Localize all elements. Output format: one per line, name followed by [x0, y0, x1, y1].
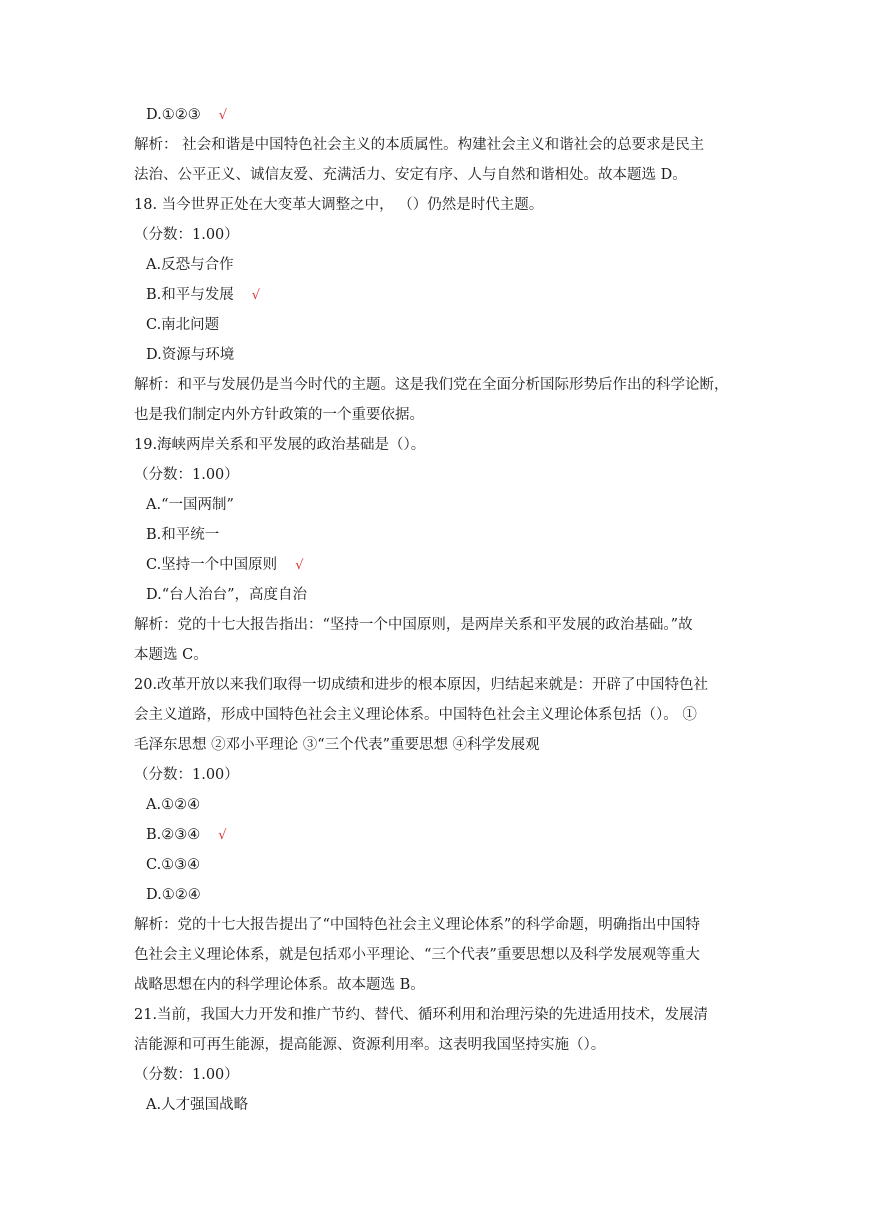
analysis-line: 战略思想在内的科学理论体系。故本题选 B。	[134, 977, 425, 993]
q21-score: （分数：1.00）	[134, 1067, 239, 1083]
analysis-line: 解析：和平与发展仍是当今时代的主题。这是我们党在全面分析国际形势后作出的科学论断，	[134, 377, 729, 393]
q18-question: 18. 当今世界正处在大变革大调整之中， （）仍然是时代主题。	[134, 197, 544, 213]
option-text: B.②③④	[146, 827, 201, 843]
correct-check-icon: √	[251, 288, 261, 303]
q18-score: （分数：1.00）	[134, 227, 239, 243]
question-line: 会主义道路，形成中国特色社会主义理论体系。中国特色社会主义理论体系包括（）。 ①	[134, 707, 697, 723]
q19-option-c	[134, 550, 738, 580]
question-line: 21.当前，我国大力开发和推广节约、替代、循环利用和治理污染的先进适用技术，发展清	[134, 1007, 709, 1023]
analysis-line: 解析：党的十七大报告指出：“坚持一个中国原则，是两岸关系和平发展的政治基础。”故	[134, 617, 693, 633]
q20-option-d: D.①②④	[146, 887, 201, 903]
q18-analysis	[134, 370, 738, 430]
q20-option-a: A.①②④	[146, 797, 201, 813]
document-page	[134, 100, 738, 1120]
q20-analysis	[134, 910, 738, 1000]
q18-option-b	[134, 280, 738, 310]
analysis-line: 法治、公平正义、诚信友爱、充满活力、安定有序、人与自然和谐相处。故本题选 D。	[134, 167, 687, 183]
q18-option-a: A.反恐与合作	[146, 257, 234, 273]
analysis-line: 解析：党的十七大报告提出了“中国特色社会主义理论体系”的科学命题，明确指出中国特	[134, 917, 700, 933]
question-line: 毛泽东思想 ②邓小平理论 ③“三个代表”重要思想 ④科学发展观	[134, 737, 540, 753]
analysis-line: 本题选 C。	[134, 647, 208, 663]
correct-check-icon: √	[218, 108, 228, 123]
option-text: C.坚持一个中国原则	[146, 557, 278, 573]
analysis-line: 解析： 社会和谐是中国特色社会主义的本质属性。构建社会主义和谐社会的总要求是民主	[134, 137, 705, 153]
analysis-line: 色社会主义理论体系，就是包括邓小平理论、“三个代表”重要思想以及科学发展观等重大	[134, 947, 700, 963]
q19-question: 19.海峡两岸关系和平发展的政治基础是（）。	[134, 437, 426, 453]
q20-question	[134, 670, 738, 760]
q21-option-a: A.人才强国战略	[146, 1097, 249, 1113]
q18-option-d: D.资源与环境	[146, 347, 235, 363]
correct-check-icon: √	[218, 828, 227, 843]
analysis-line: 也是我们制定内外方针政策的一个重要依据。	[134, 407, 424, 423]
question-line: 洁能源和可再生能源，提高能源、资源利用率。这表明我国坚持实施（）。	[134, 1037, 606, 1053]
correct-check-icon: √	[295, 558, 304, 573]
q19-option-d: D.“台人治台”，高度自治	[146, 587, 308, 603]
q19-score: （分数：1.00）	[134, 467, 239, 483]
q20-option-b	[134, 820, 738, 850]
q21-question	[134, 1000, 738, 1060]
question-line: 20.改革开放以来我们取得一切成绩和进步的根本原因，归结起来就是：开辟了中国特色社	[134, 677, 709, 693]
q17-analysis	[134, 130, 738, 190]
option-text: D.①②③	[146, 107, 201, 123]
q20-score: （分数：1.00）	[134, 767, 239, 783]
q20-option-c: C.①③④	[146, 857, 201, 873]
q19-option-b: B.和平统一	[146, 527, 220, 543]
q18-option-c: C.南北问题	[146, 317, 220, 333]
option-text: B.和平与发展	[146, 287, 234, 303]
q19-analysis	[134, 610, 738, 670]
q17-option-d	[134, 100, 738, 130]
q19-option-a: A.“一国两制”	[146, 497, 234, 513]
